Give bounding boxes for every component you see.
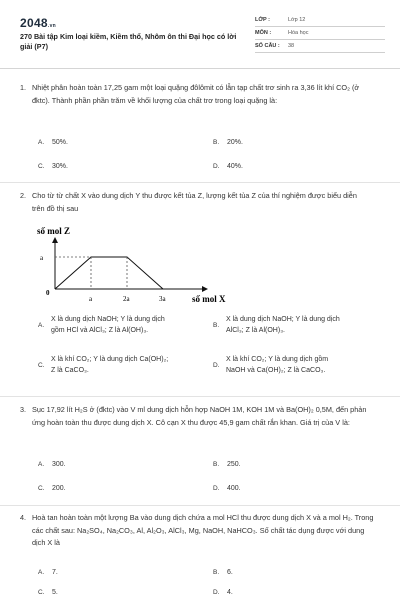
meta-value: 38 [288,43,295,49]
option-b[interactable]: B. 6. [213,569,233,576]
question-separator [0,396,400,397]
graph-line [55,257,163,289]
header [20,14,385,58]
meta-value: Hóa học [288,30,309,36]
graph-origin: 0 [46,289,50,297]
question-number: 4. [20,513,26,522]
graph-xtick-a: a [89,295,93,303]
meta-row-subject [255,27,385,40]
option-b[interactable]: B. 250. [213,461,241,468]
meta-key: MÔN : [255,30,272,36]
question-number: 3. [20,405,26,414]
page-title: 270 Bài tập Kim loại kiềm, Kiềm thổ, Nhôm ôn thi Đại học có lời giải (P7) [20,32,237,51]
graph-ytick-a: a [40,254,44,262]
question-separator [0,505,400,506]
option-c[interactable]: C. 30%. [38,163,68,170]
precipitate-graph [25,224,265,304]
question-text: Hoà tan hoàn toàn một lượng Ba vào dung dịch chứa a mol HCl thu được dung dịch X và a mol H₂. Trong các chất sau: Na₂SO₄, Na₂CO₃, Al, Al₂O₃, AlCl₃, Mg, NaOH, NaHCO₃. Số chất tác dụng được với dung dịch X là [32,513,374,547]
question-2: 2. Cho từ từ chất X vào dung dịch Y thu được kết tủa Z, lượng kết tủa Z của thí nghiệm được biểu diễn trên đồ thị sau số mol Z a 0 a 2a 3a số mol X A. X là dung dịch NaOH; Y là dung dịch gồm HCl và AlCl₃; Z là Al(OH)₃. B. X là dung dịch NaOH; Y là dung dịch AlCl₃; Z là Al(OH)₃. C. X là khí CO₂; Y là dung dịch Ca(OH)₂; Z là CaCO₃. D. X là khí CO₂; Y là dung dịch gồm NaOH và Ca(OH)₂; Z là CaCO₃. [20,190,385,390]
meta-row-class [255,14,385,27]
graph-xtick-2a: 2a [123,295,130,303]
question-text: Cho từ từ chất X vào dung dịch Y thu được kết tủa Z, lượng kết tủa Z của thí nghiệm được biểu diễn trên đồ thị sau [32,191,357,213]
option-d[interactable]: D. 4. [213,589,233,596]
option-c[interactable]: C. 200. [38,485,66,492]
meta-key: LỚP : [255,17,270,23]
option-a[interactable]: A. 50%. [38,139,68,146]
meta-table [255,14,385,53]
header-divider [0,68,400,69]
option-a[interactable]: A. 300. [38,461,66,468]
meta-row-count [255,40,385,53]
meta-key: SỐ CÂU : [255,43,280,49]
graph-xtick-3a: 3a [159,295,166,303]
site-logo[interactable]: 2048.vn [20,16,57,30]
question-number: 1. [20,83,26,92]
option-d[interactable]: D. 400. [213,485,241,492]
option-c[interactable]: C. 5. [38,589,58,596]
question-text: Nhiệt phân hoàn toàn 17,25 gam một loại quặng đôlômit có lẫn tạp chất trơ sinh ra 3,36 lít khí CO₂ (ở đktc). Thành phần phần trăm về khối lượng của chất trơ trong loại quặng là: [32,83,360,105]
option-d[interactable]: D. 40%. [213,163,243,170]
option-b[interactable]: B. 20%. [213,139,243,146]
question-3 [20,404,385,499]
question-1 [20,82,385,177]
graph-ylabel: số mol Z [37,226,71,236]
option-a[interactable]: A. 7. [38,569,58,576]
question-separator [0,182,400,183]
graph-xlabel: số mol X [192,294,226,304]
question-4 [20,512,385,600]
question-number: 2. [20,191,26,200]
meta-value: Lớp 12 [288,17,306,23]
question-text: Sục 17,92 lít H₂S ở (đktc) vào V ml dung dịch hỗn hợp NaOH 1M, KOH 1M và Ba(OH)₂ 0,5M, đến phản ứng hoàn toàn thu được dung dịch X. Cô cạn X thu được 45,9 gam chất rắn khan. Giá trị của V là: [32,405,367,427]
